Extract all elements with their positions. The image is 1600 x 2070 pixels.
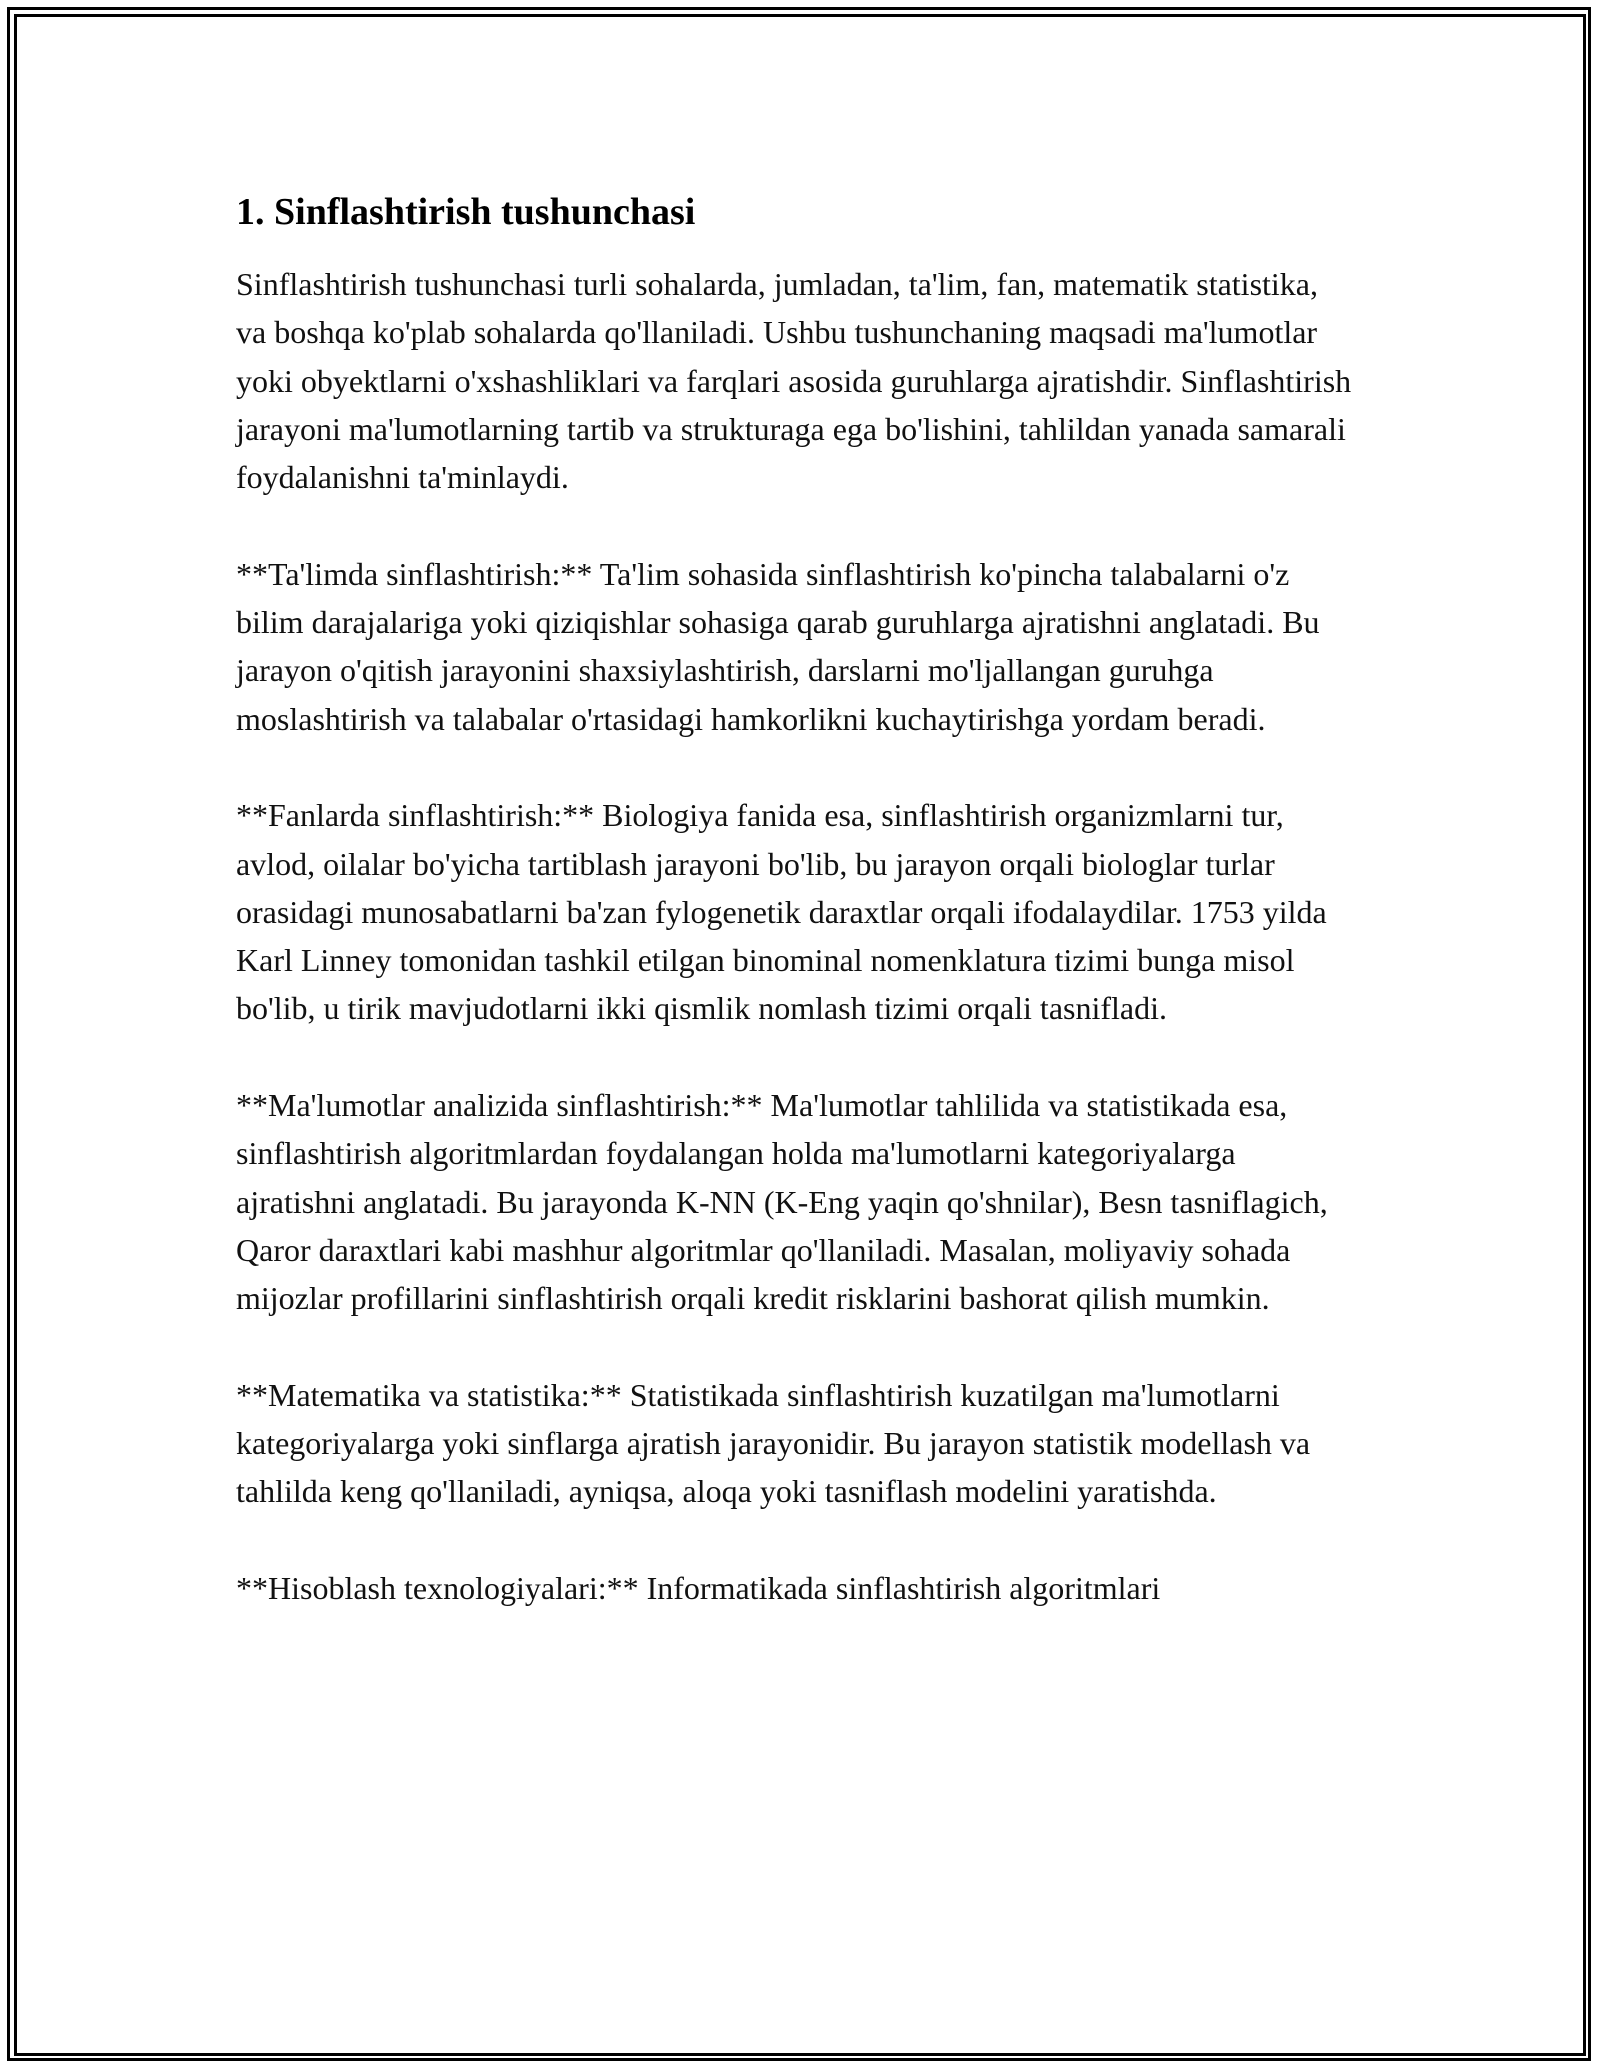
paragraph-math-statistics: **Matematika va statistika:** Statistikada sinflashtirish kuzatilgan ma'lumotlarni kategoriyalarga yoki sinflarga ajratish jarayonidir. Bu jarayon statistik modellash va tahlilda keng qo'llaniladi, ayniqsa, aloqa yoki tasniflash modelini yaratishda. (236, 1376, 1311, 1510)
paragraph-sciences: **Fanlarda sinflashtirish:** Biologiya fanida esa, sinflashtirish organizmlarni tur, avlod, oilalar bo'yicha tartiblash jarayoni bo'lib, bu jarayon orqali biologlar turlar orasidagi munosabatlarni ba'zan fylogenetik daraxtlar orqali ifodalaydilar. 1753 yilda Karl Linney tomonidan tashkil etilgan binominal nomenklatura tizimi bunga misol bo'lib, u tirik mavjudotlarni ikki qismlik nomlash tizimi orqali tasnifladi. (236, 797, 1327, 1027)
section-heading: 1. Sinflashtirish tushunchasi (236, 191, 696, 233)
paragraph-computing: **Hisoblash texnologiyalari:** Informatikada sinflashtirish algoritmlari (236, 1570, 1161, 1607)
paragraph-data-analysis: **Ma'lumotlar analizida sinflashtirish:** Ma'lumotlar tahlilida va statistikada esa, sinflashtirish algoritmlardan foydalangan holda ma'lumotlarni kategoriyalarga ajratishni anglatadi. Bu jarayonda K-NN (K-Eng yaqin qo'shnilar), Besn tasniflagich, Qaror daraxtlari kabi mashhur algoritmlar qo'llaniladi. Masalan, moliyaviy sohada mijozlar profillarini sinflashtirish orqali kredit risklarini bashorat qilish mumkin. (236, 1087, 1328, 1317)
document-page (236, 186, 1356, 1661)
paragraph-education: **Ta'limda sinflashtirish:** Ta'lim sohasida sinflashtirish ko'pincha talabalarni o'z bilim darajalariga yoki qiziqishlar sohasiga qarab guruhlarga ajratishni anglatadi. Bu jarayon o'qitish jarayonini shaxsiylashtirish, darslarni mo'ljallangan guruhga moslashtirish va talabalar o'rtasidagi hamkorlikni kuchaytirishga yordam beradi. (236, 555, 1320, 737)
paragraph-intro: Sinflashtirish tushunchasi turli sohalarda, jumladan, ta'lim, fan, matematik statistika, va boshqa ko'plab sohalarda qo'llaniladi. Ushbu tushunchaning maqsadi ma'lumotlar yoki obyektlarni o'xshashliklari va farqlari asosida guruhlarga ajratishdir. Sinflashtirish jarayoni ma'lumotlarning tartib va strukturaga ega bo'lishini, tahlildan yanada samarali foydalanishni ta'minlaydi. (236, 266, 1352, 496)
